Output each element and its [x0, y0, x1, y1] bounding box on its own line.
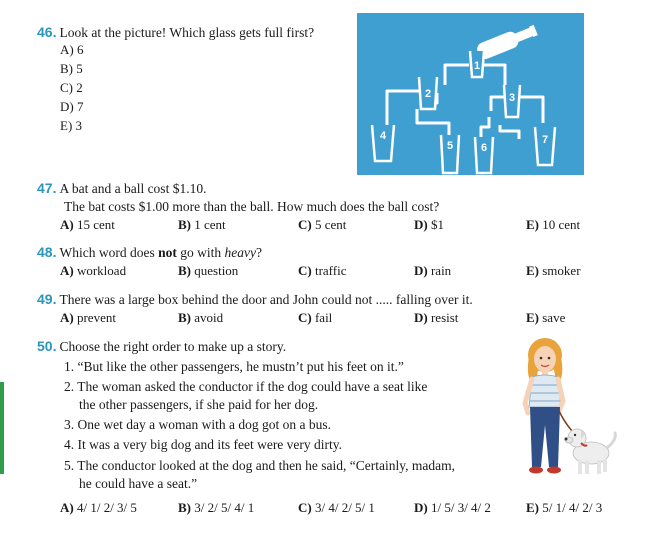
glass-label-2: 2 [424, 88, 432, 100]
q49-option-e[interactable]: E) save [526, 310, 566, 325]
q48-option-d[interactable]: D) rain [414, 263, 452, 278]
q47-line1: A bat and a ball cost $1.10. [59, 181, 207, 196]
q46-number: 46. [37, 24, 57, 40]
q50-story-item-5: 5. The conductor looked at the dog and then he said, “Certainly, madam, [64, 458, 456, 473]
q48-option-e[interactable]: E) smoker [526, 263, 581, 278]
q49-number: 49. [37, 291, 57, 307]
q50-option-d[interactable]: D) 1/ 5/ 3/ 4/ 2 [414, 500, 491, 515]
glass-label-6: 6 [480, 142, 488, 154]
q50-story-item-1: 1. “But like the other passengers, he mustn’t put his feet on it.” [64, 359, 404, 374]
glass-label-7: 7 [541, 134, 549, 146]
q50-option-c[interactable]: C) 3/ 4/ 2/ 5/ 1 [298, 500, 375, 515]
q47-line2: The bat costs $1.00 more than the ball. How much does the ball cost? [64, 199, 440, 214]
q50-option-b[interactable]: B) 3/ 2/ 5/ 4/ 1 [178, 500, 255, 515]
q49-option-d[interactable]: D) resist [414, 310, 459, 325]
q46-option-c[interactable]: C) 2 [60, 80, 83, 95]
q48-prompt: 48. Which word does not go with heavy? [37, 244, 262, 260]
q47-option-c[interactable]: C) 5 cent [298, 217, 347, 232]
woman-with-dog-illustration [505, 335, 623, 483]
q48-italic-word: heavy [224, 245, 256, 260]
q50-number: 50. [37, 338, 57, 354]
q50-option-e[interactable]: E) 5/ 1/ 4/ 2/ 3 [526, 500, 603, 515]
q47-number: 47. [37, 180, 57, 196]
glass-label-3: 3 [508, 92, 516, 104]
q46-option-e[interactable]: E) 3 [60, 118, 83, 133]
q49-option-a[interactable]: A) prevent [60, 310, 116, 325]
q49-prompt [37, 291, 473, 308]
q46-text: Look at the picture! Which glass gets full first? [59, 25, 315, 40]
glass-7-shape [535, 127, 555, 165]
q49-option-b[interactable]: B) avoid [178, 310, 224, 325]
glass-label-5: 5 [446, 140, 454, 152]
q47-option-d[interactable]: D) $1 [414, 217, 444, 232]
q47-prompt [37, 180, 206, 197]
q49-text: There was a large box behind the door and John could not ..... falling over it. [59, 292, 473, 307]
q50-story-item-5-cont: he could have a seat.” [79, 476, 198, 491]
q48-option-b[interactable]: B) question [178, 263, 239, 278]
q46-option-d[interactable]: D) 7 [60, 99, 84, 114]
margin-bar [0, 382, 4, 474]
q50-prompt [37, 338, 286, 355]
q50-story-item-2: 2. The woman asked the conductor if the dog could have a seat like [64, 379, 428, 394]
q49-option-c[interactable]: C) fail [298, 310, 333, 325]
q48-option-c[interactable]: C) traffic [298, 263, 347, 278]
glass-label-4: 4 [379, 130, 387, 142]
q46-option-b[interactable]: B) 5 [60, 61, 83, 76]
glass-pipe-puzzle-figure [357, 13, 584, 175]
q50-story-item-4: 4. It was a very big dog and its feet were very dirty. [64, 437, 343, 452]
q50-text: Choose the right order to make up a story. [59, 339, 287, 354]
q47-option-e[interactable]: E) 10 cent [526, 217, 581, 232]
q47-option-b[interactable]: B) 1 cent [178, 217, 226, 232]
q48-option-a[interactable]: A) workload [60, 263, 127, 278]
q50-story-item-2-cont: the other passengers, if she paid for her dog. [79, 397, 319, 412]
glass-label-1: 1 [473, 60, 481, 72]
q46-prompt [37, 24, 314, 41]
q50-option-a[interactable]: A) 4/ 1/ 2/ 3/ 5 [60, 500, 137, 515]
q48-number: 48. [37, 244, 57, 260]
woman-with-dog-icon [505, 335, 623, 483]
q50-story-item-3: 3. One wet day a woman with a dog got on a bus. [64, 417, 331, 432]
glass-pipe-diagram [357, 13, 584, 175]
q48-bold-word: not [158, 245, 177, 260]
q47-option-a[interactable]: A) 15 cent [60, 217, 115, 232]
q46-option-a[interactable]: A) 6 [60, 42, 84, 57]
